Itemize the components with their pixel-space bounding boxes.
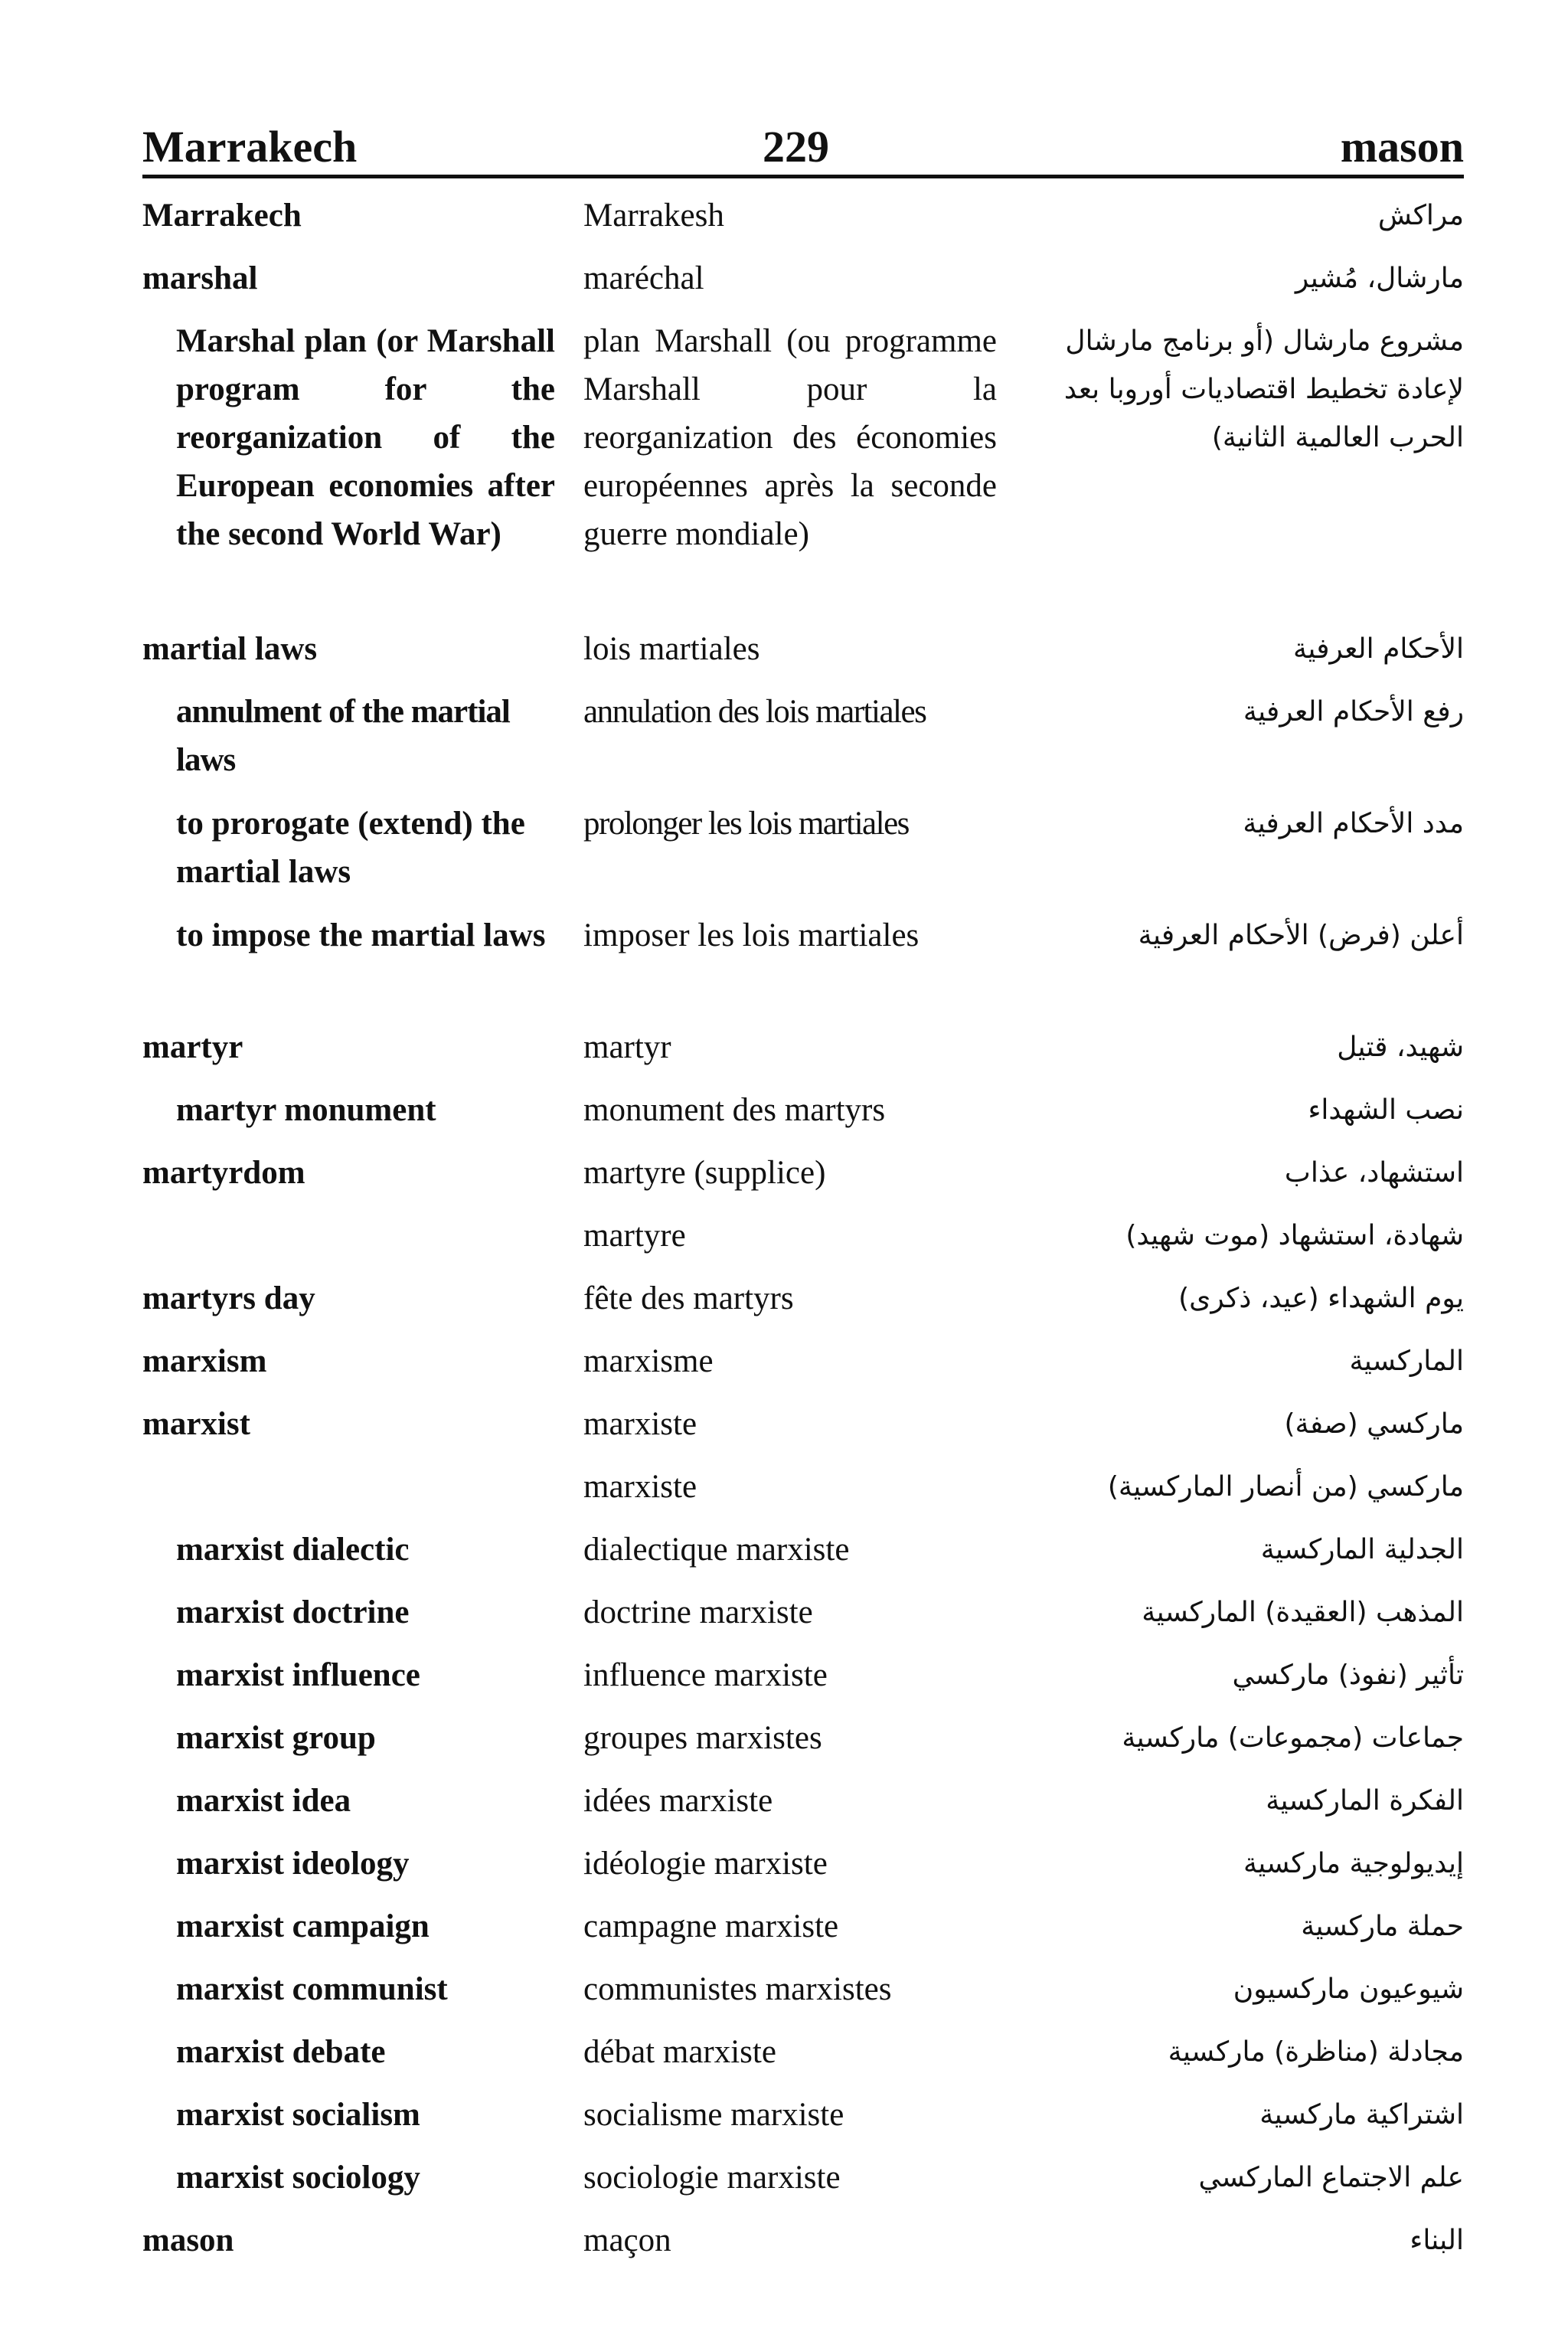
arabic-term: الأحكام العرفية — [1293, 633, 1464, 665]
arabic-term: شهادة، استشهاد (موت شهيد) — [1125, 1220, 1464, 1251]
dictionary-entry — [0, 1149, 1568, 1212]
dictionary-entry — [0, 1588, 1568, 1651]
english-term: martyr — [142, 1029, 243, 1065]
arabic-term: إيديولوجية ماركسية — [1243, 1848, 1464, 1879]
running-head-last-word: mason — [1340, 122, 1464, 172]
dictionary-entry — [0, 1965, 1568, 2028]
arabic-term: مارشال، مُشير — [1295, 263, 1464, 294]
french-term: maréchal — [583, 260, 704, 296]
french-term: lois martiales — [583, 631, 760, 667]
arabic-term: الفكرة الماركسية — [1266, 1785, 1464, 1817]
arabic-term: أعلن (فرض) الأحكام العرفية — [1138, 920, 1464, 951]
arabic-term: يوم الشهداء (عيد، ذكرى) — [1178, 1283, 1464, 1314]
dictionary-entry — [0, 1714, 1568, 1777]
english-term: marxist debate — [176, 2034, 386, 2070]
english-term: marxist ideology — [176, 1846, 410, 1882]
dictionary-entries — [0, 191, 1568, 2279]
english-term: marshal — [142, 260, 258, 296]
french-term: socialisme marxiste — [583, 2097, 844, 2133]
french-term: débat marxiste — [583, 2034, 776, 2070]
dictionary-entry — [0, 191, 1568, 254]
arabic-term: رفع الأحكام العرفية — [1243, 696, 1464, 728]
arabic-term: تأثير (نفوذ) ماركسي — [1232, 1660, 1464, 1691]
french-term: groupes marxistes — [583, 1720, 822, 1756]
french-term: imposer les lois martiales — [583, 917, 920, 953]
english-term: marxist campaign — [176, 1908, 430, 1944]
french-term: campagne marxiste — [583, 1908, 839, 1944]
arabic-term: ماركسي (صفة) — [1284, 1408, 1464, 1440]
dictionary-entry — [0, 1463, 1568, 1526]
french-term: influence marxiste — [583, 1657, 828, 1693]
french-term: dialectique marxiste — [583, 1532, 850, 1568]
dictionary-entry — [0, 2153, 1568, 2216]
dictionary-entry — [0, 1212, 1568, 1274]
dictionary-entry — [0, 800, 1568, 911]
french-term: maçon — [583, 2222, 671, 2258]
english-term: marxist influence — [176, 1657, 420, 1693]
dictionary-entry — [0, 1651, 1568, 1714]
arabic-term: شيوعيون ماركسيون — [1233, 1974, 1464, 2005]
dictionary-entry — [0, 2091, 1568, 2153]
arabic-term: اشتراكية ماركسية — [1259, 2099, 1464, 2131]
dictionary-entry — [0, 2028, 1568, 2091]
dictionary-entry — [0, 1526, 1568, 1588]
arabic-term: نصب الشهداء — [1308, 1094, 1464, 1126]
running-head-first-word: Marrakech — [142, 122, 358, 172]
french-term: fête des martyrs — [583, 1280, 794, 1316]
english-term: martyrdom — [142, 1155, 305, 1191]
dictionary-entry — [0, 911, 1568, 1023]
french-term: doctrine marxiste — [583, 1594, 813, 1630]
french-term: idéologie marxiste — [583, 1846, 828, 1882]
dictionary-entry — [0, 1274, 1568, 1337]
english-term: marxist idea — [176, 1783, 351, 1819]
dictionary-entry — [0, 1777, 1568, 1839]
french-term: communistes marxistes — [583, 1971, 892, 2007]
arabic-term: المذهب (العقيدة) الماركسية — [1142, 1597, 1464, 1628]
dictionary-entry — [0, 1902, 1568, 1965]
english-term: marxist group — [176, 1720, 376, 1756]
dictionary-entry — [0, 254, 1568, 317]
french-term: marxisme — [583, 1343, 714, 1379]
dictionary-entry — [0, 1023, 1568, 1086]
dictionary-entry — [0, 625, 1568, 688]
page-number: 229 — [763, 122, 829, 172]
english-term: marxist — [142, 1406, 250, 1442]
arabic-term: شهيد، قتيل — [1337, 1032, 1464, 1063]
dictionary-entry — [0, 688, 1568, 800]
english-term: marxist doctrine — [176, 1594, 410, 1630]
french-term: martyre — [583, 1218, 686, 1254]
arabic-term: جماعات (مجموعات) ماركسية — [1122, 1722, 1464, 1754]
arabic-term: البناء — [1410, 2225, 1464, 2256]
page-header — [142, 115, 1464, 179]
arabic-term: مدد الأحكام العرفية — [1243, 808, 1464, 839]
dictionary-entry — [0, 1337, 1568, 1400]
french-term: prolonger les lois martiales — [583, 806, 909, 842]
header-rule — [142, 175, 1464, 178]
english-term: to prorogate (extend) the martial laws — [176, 806, 525, 890]
french-term: monument des martyrs — [583, 1092, 886, 1128]
french-term: martyr — [583, 1029, 671, 1065]
french-term: idées marxiste — [583, 1783, 773, 1819]
arabic-term: استشهاد، عذاب — [1284, 1157, 1464, 1189]
dictionary-entry — [0, 1086, 1568, 1149]
arabic-term: حملة ماركسية — [1301, 1911, 1464, 1942]
french-term: marxiste — [583, 1406, 697, 1442]
dictionary-entry — [0, 317, 1568, 625]
english-term: Marshal plan (or Marshall program for the reorganization of the European economies after the second World War) — [176, 323, 555, 552]
arabic-term: الجدلية الماركسية — [1260, 1534, 1464, 1565]
arabic-term: مشروع مارشال (أو برنامج مارشال لإعادة تخطيط اقتصاديات أوروبا بعد الحرب العالمية الثانية) — [1063, 325, 1464, 453]
arabic-term: مراكش — [1377, 200, 1464, 231]
french-term: martyre (supplice) — [583, 1155, 826, 1191]
english-term: Marrakech — [142, 198, 302, 234]
english-term: mason — [142, 2222, 234, 2258]
english-term: to impose the martial laws — [176, 917, 546, 953]
english-term: marxist socialism — [176, 2097, 420, 2133]
arabic-term: علم الاجتماع الماركسي — [1198, 2162, 1464, 2193]
english-term: annulment of the martial laws — [176, 694, 510, 778]
french-term: Marrakesh — [583, 198, 724, 234]
english-term: martial laws — [142, 631, 318, 667]
english-term: marxism — [142, 1343, 267, 1379]
french-term: sociologie marxiste — [583, 2160, 841, 2196]
english-term: martyr monument — [176, 1092, 436, 1128]
english-term: martyrs day — [142, 1280, 315, 1316]
french-term: marxiste — [583, 1469, 697, 1505]
english-term: marxist dialectic — [176, 1532, 410, 1568]
dictionary-entry — [0, 2216, 1568, 2279]
arabic-term: مجادلة (مناظرة) ماركسية — [1168, 2036, 1464, 2068]
dictionary-entry — [0, 1839, 1568, 1902]
arabic-term: ماركسي (من أنصار الماركسية) — [1107, 1471, 1464, 1503]
french-term: plan Marshall (ou programme Marshall pour la reorganization des économies européennes après la seconde guerre mondiale) — [583, 323, 997, 552]
french-term: annulation des lois martiales — [583, 694, 926, 730]
english-term: marxist sociology — [176, 2160, 420, 2196]
english-term: marxist communist — [176, 1971, 448, 2007]
arabic-term: الماركسية — [1349, 1346, 1464, 1377]
dictionary-entry — [0, 1400, 1568, 1463]
